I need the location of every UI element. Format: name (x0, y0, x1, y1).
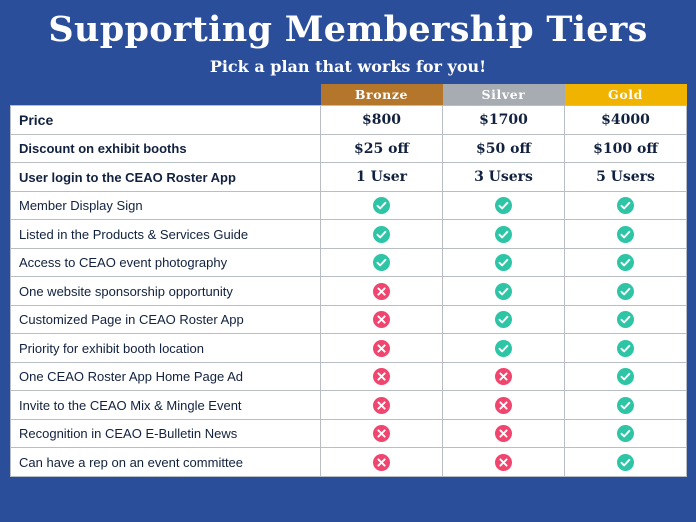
cell-gold (565, 248, 687, 277)
row-label: One website sponsorship opportunity (11, 277, 321, 306)
check-icon (617, 425, 634, 442)
table-row (11, 106, 687, 135)
check-icon (617, 197, 634, 214)
row-label: One CEAO Roster App Home Page Ad (11, 362, 321, 391)
table-row (11, 220, 687, 249)
check-icon (617, 254, 634, 271)
row-label: Listed in the Products & Services Guide (11, 220, 321, 249)
table-row (11, 419, 687, 448)
row-label: Recognition in CEAO E-Bulletin News (11, 419, 321, 448)
check-icon (495, 197, 512, 214)
check-icon (617, 368, 634, 385)
row-label: Invite to the CEAO Mix & Mingle Event (11, 391, 321, 420)
tiers-table-body (11, 106, 687, 477)
cell-bronze: $25 off (321, 134, 443, 163)
cell-gold: 5 Users (565, 163, 687, 192)
table-row (11, 191, 687, 220)
cell-gold (565, 334, 687, 363)
cross-icon (495, 368, 512, 385)
cross-icon (373, 283, 390, 300)
page-title: Supporting Membership Tiers (48, 9, 648, 50)
cell-silver: $1700 (443, 106, 565, 135)
tiers-table (10, 84, 687, 477)
check-icon (495, 226, 512, 243)
cell-silver (443, 248, 565, 277)
table-row (11, 305, 687, 334)
cross-icon (495, 425, 512, 442)
cell-silver (443, 305, 565, 334)
cell-silver: 3 Users (443, 163, 565, 192)
tier-header-silver: Silver (443, 84, 565, 106)
check-icon (617, 454, 634, 471)
cross-icon (495, 397, 512, 414)
row-label: Access to CEAO event photography (11, 248, 321, 277)
cell-bronze (321, 391, 443, 420)
check-icon (495, 254, 512, 271)
table-row (11, 448, 687, 477)
cell-gold (565, 277, 687, 306)
page-subtitle: Pick a plan that works for you! (209, 56, 487, 76)
table-row (11, 391, 687, 420)
row-label: Price (11, 106, 321, 135)
row-label: User login to the CEAO Roster App (11, 163, 321, 192)
cell-silver (443, 334, 565, 363)
cell-gold (565, 220, 687, 249)
cell-bronze (321, 248, 443, 277)
cell-bronze (321, 448, 443, 477)
cell-silver (443, 391, 565, 420)
row-label: Priority for exhibit booth location (11, 334, 321, 363)
cell-bronze (321, 277, 443, 306)
cross-icon (373, 397, 390, 414)
check-icon (373, 197, 390, 214)
row-label: Can have a rep on an event committee (11, 448, 321, 477)
row-label: Discount on exhibit booths (11, 134, 321, 163)
cell-gold (565, 391, 687, 420)
cross-icon (373, 454, 390, 471)
cross-icon (373, 425, 390, 442)
cross-icon (373, 340, 390, 357)
cell-bronze (321, 419, 443, 448)
cell-bronze: 1 User (321, 163, 443, 192)
cell-gold (565, 419, 687, 448)
table-row (11, 163, 687, 192)
cell-gold (565, 305, 687, 334)
check-icon (495, 311, 512, 328)
check-icon (373, 226, 390, 243)
tiers-table-wrapper (10, 84, 686, 477)
table-row (11, 277, 687, 306)
cell-silver (443, 362, 565, 391)
cross-icon (495, 454, 512, 471)
table-row (11, 134, 687, 163)
cell-silver: $50 off (443, 134, 565, 163)
tier-header-bronze: Bronze (321, 84, 443, 106)
check-icon (495, 283, 512, 300)
cell-gold: $100 off (565, 134, 687, 163)
cell-gold (565, 362, 687, 391)
check-icon (617, 397, 634, 414)
cell-silver (443, 277, 565, 306)
table-row (11, 248, 687, 277)
check-icon (373, 254, 390, 271)
tier-header-row (11, 84, 687, 106)
cell-silver (443, 220, 565, 249)
cell-silver (443, 419, 565, 448)
cross-icon (373, 368, 390, 385)
tiers-table-head (11, 84, 687, 106)
check-icon (617, 226, 634, 243)
cell-bronze (321, 334, 443, 363)
cell-bronze: $800 (321, 106, 443, 135)
cell-gold (565, 448, 687, 477)
cell-bronze (321, 191, 443, 220)
check-icon (617, 311, 634, 328)
header-spacer (11, 84, 321, 106)
check-icon (495, 340, 512, 357)
check-icon (617, 283, 634, 300)
cell-gold (565, 191, 687, 220)
cross-icon (373, 311, 390, 328)
cell-silver (443, 448, 565, 477)
check-icon (617, 340, 634, 357)
cell-bronze (321, 305, 443, 334)
row-label: Customized Page in CEAO Roster App (11, 305, 321, 334)
cell-bronze (321, 362, 443, 391)
table-row (11, 362, 687, 391)
cell-gold: $4000 (565, 106, 687, 135)
row-label: Member Display Sign (11, 191, 321, 220)
footer-space (0, 477, 696, 507)
tier-header-gold: Gold (565, 84, 687, 106)
cell-bronze (321, 220, 443, 249)
cell-silver (443, 191, 565, 220)
table-row (11, 334, 687, 363)
